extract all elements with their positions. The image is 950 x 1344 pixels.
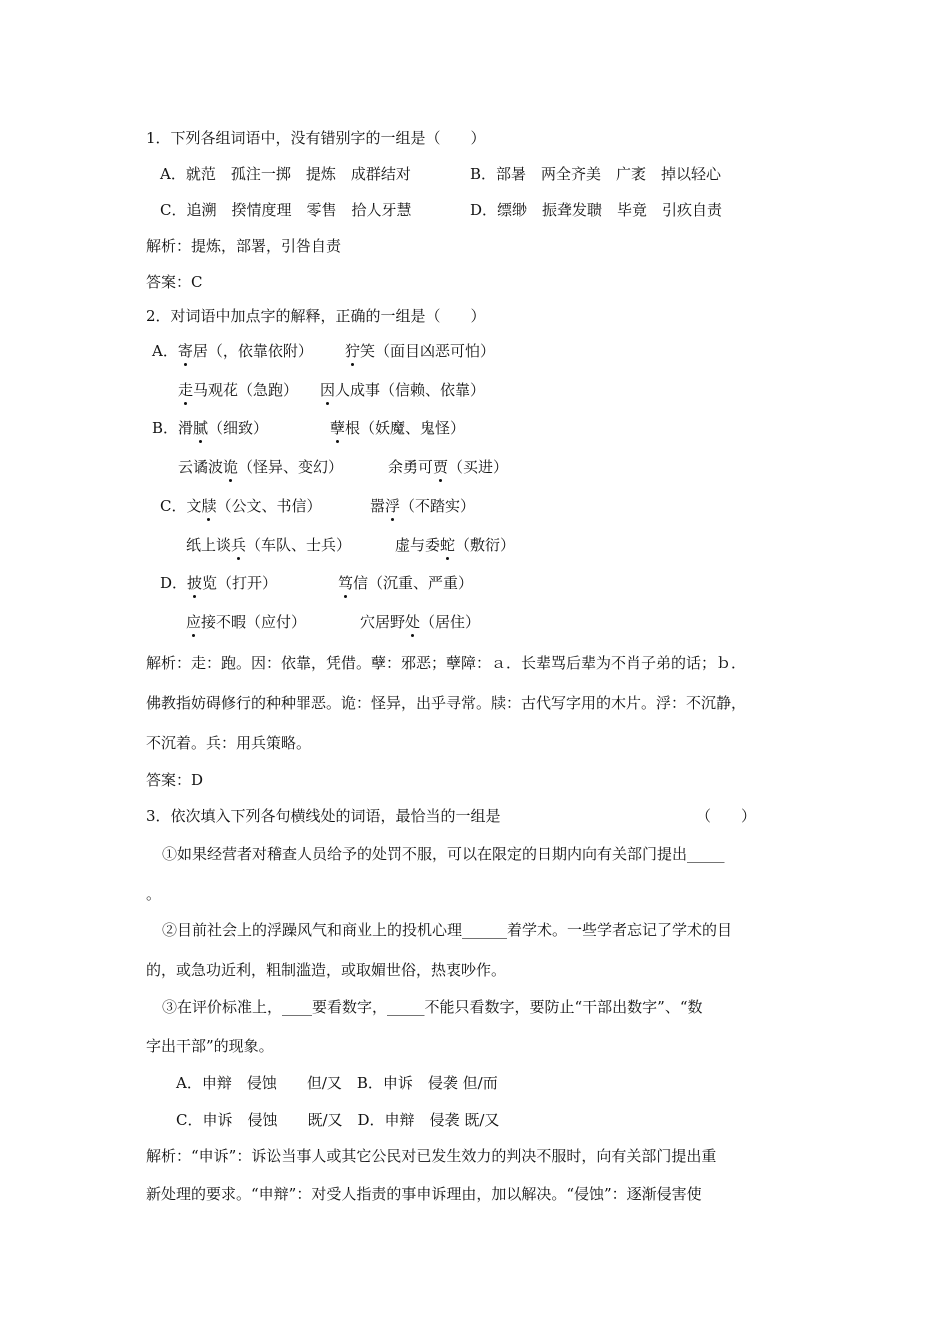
q2-analysis-line2: 佛教指妨碍修行的种种罪恶。诡：怪异，出乎寻常。牍：古代写字用的木片。浮：不沉静， — [146, 694, 747, 712]
q1-stem: 1．下列各组词语中，没有错别字的一组是（ ） — [146, 129, 486, 147]
q2-option-b-item2: 孽根（妖魔、鬼怪） — [330, 419, 466, 437]
emphasis-dot-char: 披 — [187, 574, 203, 592]
q3-analysis-line2: 新处理的要求。“申辩”：对受人指责的事申诉理由，加以解决。“侵蚀”：逐渐侵害使 — [146, 1185, 702, 1203]
q2-answer: 答案：D — [146, 771, 204, 789]
emphasis-dot-char: 牍 — [201, 497, 217, 515]
q1-analysis: 解析：提炼，部署，引咎自责 — [146, 237, 342, 255]
q2-option-c-item4: 虚与委蛇（敷衍） — [395, 536, 516, 554]
emphasis-dot-char: 浮 — [385, 497, 401, 515]
q2-analysis-line3: 不沉着。兵：用兵策略。 — [146, 734, 312, 752]
emphasis-dot-char: 孽 — [330, 419, 346, 437]
emphasis-dot-char: 蛇 — [440, 536, 456, 554]
q2-option-a-item4: 因人成事（信赖、依靠） — [320, 381, 486, 399]
q3-stem: 3．依次填入下列各句横线处的词语，最恰当的一组是 — [146, 807, 501, 825]
emphasis-dot-char: 笃 — [338, 574, 354, 592]
q2-option-a-item3: 走马观花（急跑） — [178, 381, 299, 399]
emphasis-dot-char: 腻 — [193, 419, 209, 437]
q1-option-d: D．缥缈 振聋发聩 毕竟 引疚自责 — [470, 201, 723, 219]
q3-sentence1: ①如果经营者对稽查人员给予的处罚不服，可以在限定的日期内向有关部门提出_____ — [162, 845, 725, 863]
q2-option-c-item2: 嚣浮（不踏实） — [370, 497, 476, 515]
emphasis-dot-char: 兵 — [231, 536, 247, 554]
emphasis-dot-char: 因 — [320, 381, 336, 399]
q2-option-c-item1: C．文牍（公文、书信） — [160, 497, 322, 515]
q2-option-c-item3: 纸上谈兵（车队、士兵） — [186, 536, 352, 554]
q3-sentence3-line2: 字出干部”的现象。 — [146, 1037, 274, 1055]
q1-option-b: B．部暑 两全齐美 广袤 掉以轻心 — [470, 165, 722, 183]
q2-option-d-item4: 穴居野处（居住） — [360, 613, 481, 631]
emphasis-dot-char: 贾 — [433, 458, 449, 476]
emphasis-dot-char: 寄 — [177, 342, 193, 360]
q1-answer: 答案：C — [146, 273, 203, 291]
q3-analysis-line1: 解析：“申诉”：诉讼当事人或其它公民对已发生效力的判决不服时，向有关部门提出重 — [146, 1147, 717, 1165]
emphasis-dot-char: 狞 — [345, 342, 361, 360]
q2-analysis-line1: 解析：走：跑。因：依靠，凭借。孽：邪恶；孽障：ａ．长辈骂后辈为不肖子弟的话；ｂ． — [146, 654, 747, 672]
emphasis-dot-char: 应 — [186, 613, 202, 631]
q2-option-a-item2: 狞笑（面目凶恶可怕） — [345, 342, 496, 360]
q2-option-b-item4: 余勇可贾（买进） — [388, 458, 509, 476]
q2-option-b-item1: B．滑腻（细致） — [152, 419, 269, 437]
emphasis-dot-char: 走 — [178, 381, 194, 399]
q3-options-ab: A．申辩 侵蚀 但/又 B．申诉 侵袭 但/而 — [176, 1074, 498, 1092]
q1-option-a: A．就范 孤注一掷 提炼 成群结对 — [160, 165, 411, 183]
q3-sentence1-end: 。 — [146, 885, 162, 903]
q3-sentence3-line1: ③在评价标准上，____要看数字，_____不能只看数字，要防止“干部出数字”、“数 — [162, 998, 703, 1016]
q2-option-d-item1: D．披览（打开） — [160, 574, 278, 592]
q2-option-b-item3: 云谲波诡（怪异、变幻） — [178, 458, 344, 476]
q3-sentence2-line2: 的，或急功近利，粗制滥造，或取媚世俗，热衷吵作。 — [146, 961, 507, 979]
q2-option-d-item3: 应接不暇（应付） — [186, 613, 307, 631]
q2-option-a-item1: A．寄居（，依靠依附） — [152, 342, 313, 360]
q2-option-d-item2: 笃信（沉重、严重） — [338, 574, 474, 592]
q1-option-c: C．追溯 揆情度理 零售 拾人牙慧 — [160, 201, 412, 219]
emphasis-dot-char: 诡 — [223, 458, 239, 476]
emphasis-dot-char: 处 — [405, 613, 421, 631]
q2-stem: 2．对词语中加点字的解释，正确的一组是（ ） — [146, 307, 486, 325]
q3-answer-paren: （ ） — [696, 807, 757, 825]
q3-sentence2-line1: ②目前社会上的浮躁风气和商业上的投机心理______着学术。一些学者忘记了学术的目 — [162, 921, 733, 939]
q3-options-cd: C．申诉 侵蚀 既/又 D．申辩 侵袭 既/又 — [176, 1111, 500, 1129]
